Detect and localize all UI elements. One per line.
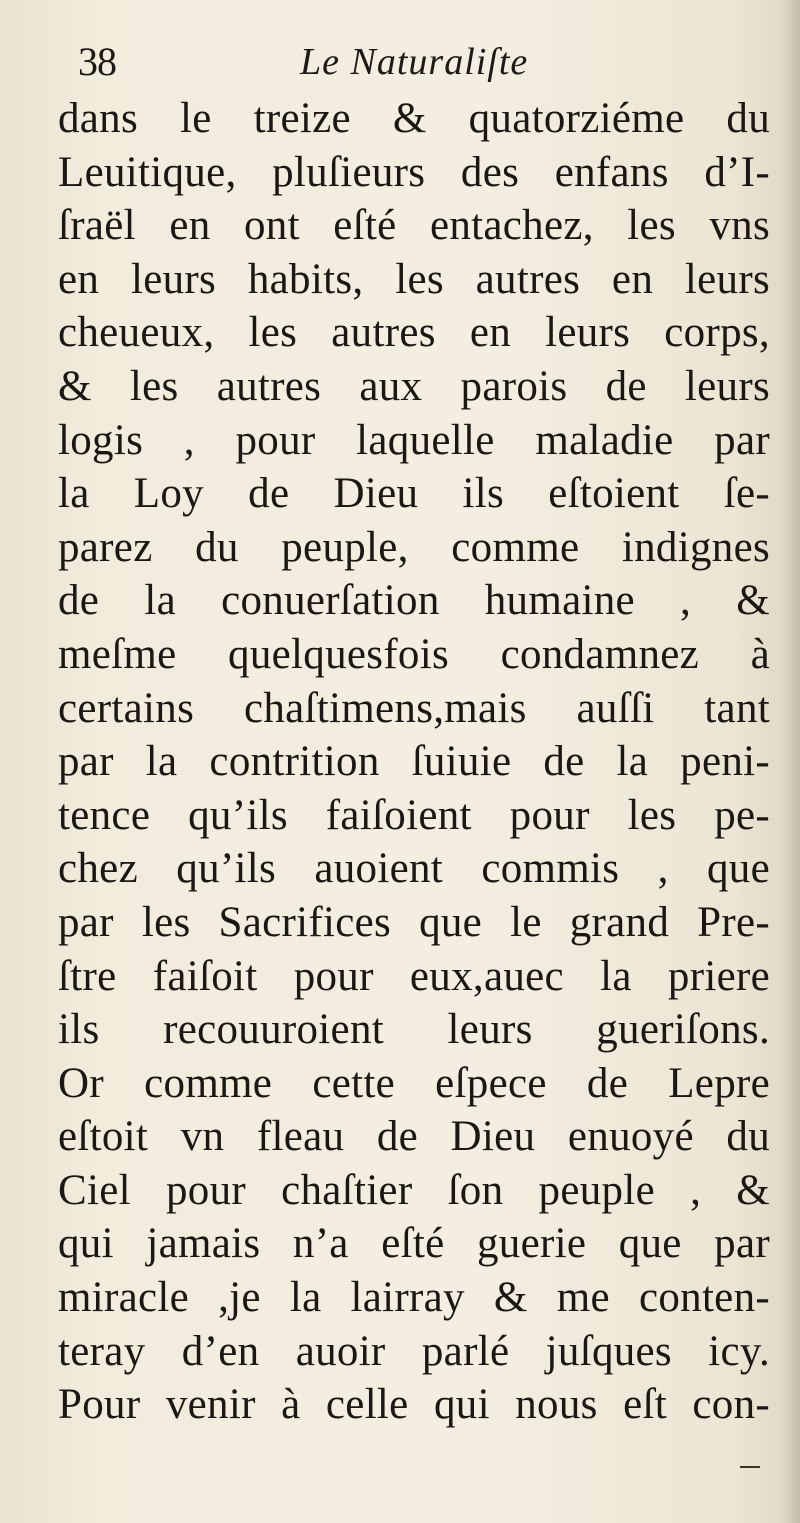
text-line: par la contrition ſuiuie de la peni- xyxy=(58,738,770,786)
body-text xyxy=(58,92,770,1432)
text-line: par les Sacrifices que le grand Pre- xyxy=(58,898,770,946)
text-line: cheueux, les autres en leurs corps, xyxy=(58,309,770,357)
text-line: logis , pour laquelle maladie par xyxy=(58,416,770,464)
text-line: ſtre faiſoit pour eux,auec la priere xyxy=(58,952,770,1000)
text-line: Leuitique, pluſieurs des enfans d’I- xyxy=(58,148,770,196)
text-line: parez du peuple, comme indignes xyxy=(58,523,770,571)
text-line: de la conuerſation humaine , & xyxy=(58,577,770,625)
page-header xyxy=(78,38,768,90)
running-title: Le Naturaliſte xyxy=(300,41,529,83)
text-line: certains chaſtimens,mais auſſi tant xyxy=(58,684,770,732)
text-line: & les autres aux parois de leurs xyxy=(58,362,770,410)
text-line: dans le treize & quatorziéme du xyxy=(58,95,770,142)
text-line: Ciel pour chaſtier ſon peuple , & xyxy=(58,1166,770,1214)
text-line: tence qu’ils faiſoient pour les pe- xyxy=(58,791,770,839)
text-line: Pour venir à celle qui nous eſt con- xyxy=(58,1381,770,1429)
text-line: meſme quelquesfois condamnez à xyxy=(58,630,770,678)
text-line: chez qu’ils auoient commis , que xyxy=(58,845,770,893)
text-line: eſtoit vn fleau de Dieu enuoyé du xyxy=(58,1113,770,1161)
text-line: la Loy de Dieu ils eſtoient ſe- xyxy=(58,470,770,518)
text-line: en leurs habits, les autres en leurs xyxy=(58,255,770,303)
text-line: ſraël en ont eſté entachez, les vns xyxy=(58,202,770,250)
text-line: ils recouuroient leurs gueriſons. xyxy=(58,1006,770,1054)
text-line: miracle ,je la lairray & me conten- xyxy=(58,1274,770,1322)
catchword-dash xyxy=(740,1466,760,1468)
text-line: teray d’en auoir parlé juſques icy. xyxy=(58,1327,770,1375)
page-edge-shadow xyxy=(782,0,800,1523)
text-line: qui jamais n’a eſté guerie que par xyxy=(58,1220,770,1268)
text-line: Or comme cette eſpece de Lepre xyxy=(58,1059,770,1107)
page-number: 38 xyxy=(78,39,116,84)
